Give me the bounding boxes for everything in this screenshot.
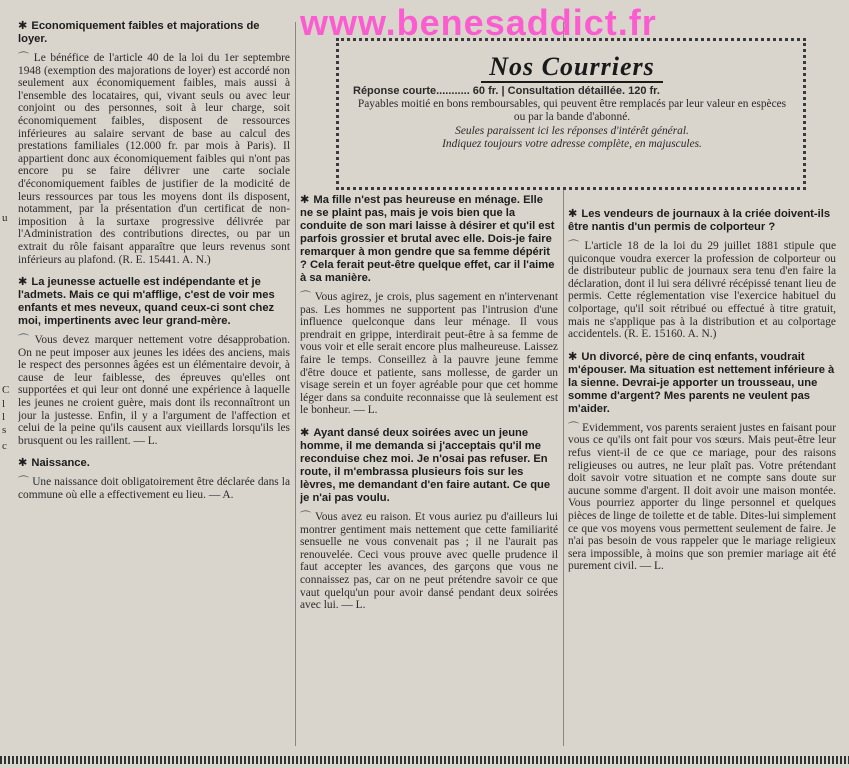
star-icon: ✱ xyxy=(18,20,28,32)
edge-mark: u xyxy=(2,212,8,224)
answer-text: ⌒ Vous avez eu raison. Et vous auriez pu d'ailleurs lui montrer gentiment mais nettement que cette familiarité sensuelle ne vous convenait pas ; il ne l'aurait pas renouvelée. Ceci vous prouve avec quelle prudence il faut accepter les avances, des garçons que vous ne connaissez pas, car on ne peut prétendre savoir ce que vaut quelqu'un pour avoir dansé pendant deux soirées avec lui. — L. xyxy=(300,510,558,612)
note-line: Seules paraissent ici les réponses d'intérêt général. xyxy=(455,124,689,137)
question-heading: ✱ Un divorcé, père de cinq enfants, voudrait m'épouser. Ma situation est nettement inférieure à la sienne. Devrai-je apporter un trousseau, une somme d'argent? Mes parents ne veulent pas m'aider. xyxy=(568,350,835,415)
question-heading: ✱ Les vendeurs de journaux à la criée doivent-ils être nantis d'un permis de colporteur ? xyxy=(568,208,831,233)
star-icon: ✱ xyxy=(18,457,28,470)
column-middle xyxy=(300,194,558,758)
star-icon: ✱ xyxy=(300,426,310,439)
question-heading: ✱ Economiquement faibles et majorations de loyer. xyxy=(18,20,260,45)
question-heading: ✱ La jeunesse actuelle est indépendante et je l'admets. Mais ce qui m'afflige, c'est de voir mes enfants et mes neveux, quand ceux-ci sont chez moi, impertinents avec leur grand-mère. xyxy=(18,276,275,328)
edge-mark: s xyxy=(2,424,7,436)
answer-text: ⌒ Une naissance doit obligatoirement être déclarée dans la commune où elle a effectivement eu lieu. — A. xyxy=(18,476,290,502)
note-line: Indiquez toujours votre adresse complète, en majuscules. xyxy=(442,137,702,150)
answer-text: ⌒ Le bénéfice de l'article 40 de la loi du 1er septembre 1948 (exemption des majorations de loyer) est accordé non seulement aux économiquement faibles, mais aussi à l'ensemble des locataires, qui, vivant seuls ou avec leur conjoint ou des personnes, soit à leur charge, soit économiquement faibles, disposent de ressources inférieures au salaire servant de base au calcul des prestations familiales (12.000 fr. par mois à Paris). Il appartient donc aux économiquement faibles qui n'ont pas encore pu se faire délivrer une carte sociale d'économiquement faibles de justifier de la modicité de leurs ressources par tous les moyens dont ils disposent, notamment, par la présentation d'un certificat de non-imposition à la surtaxe progressive délivrée par l'Administration des contributions directes, ou par un extrait du rôle faisant apparaître que leurs revenus sont inférieurs au plafond. (R. E. 15441. A. N.) xyxy=(18,52,290,266)
edge-mark: c xyxy=(2,440,7,452)
pilcrow-icon: ⌒ xyxy=(300,291,312,303)
column-divider xyxy=(295,22,296,746)
column-left xyxy=(18,20,290,758)
courrier-header-box xyxy=(336,38,806,190)
pilcrow-icon: ⌒ xyxy=(18,52,31,64)
edge-mark: l xyxy=(2,398,6,410)
bottom-dotted-rule xyxy=(0,756,849,764)
pilcrow-icon: ⌒ xyxy=(300,510,312,523)
pilcrow-icon: ⌒ xyxy=(18,476,30,489)
edge-mark: l xyxy=(2,411,6,423)
payment-line: Payables moitié en bons remboursables, qui peuvent être remplacés par leur valeur en espèces ou par la bande d'abonné. xyxy=(357,98,787,124)
answer-text: ⌒ Vous agirez, je crois, plus sagement en n'intervenant pas. Les hommes ne supportent pas l'intrusion d'une influence quelconque dans leur ménage. Il vous prendrait en grippe, interdirait peut-être à sa femme de vous voir et elle serait encore plus malheureuse. Laissez faire le temps. Conseillez à la pauvre jeune femme d'être douce et patiente, sans mollesse, de garder un visage serein et un foyer agréable pour que cet homme léger dans sa conduite reconnaisse que là seulement est le bonheur. — L. xyxy=(300,291,558,417)
answer-text: ⌒ Evidemment, vos parents seraient justes en faisant pour vous ce qu'ils ont fait pour vos sœurs. Mais peut-être leur refus vient-il de ce que ce mariage, pour des raisons religieuses ou autres, ne leur plaît pas. Votre prétendant doit savoir votre situation et ne compte sans doute sur aucune somme d'argent. Il doit avoir une maison montée. Vous pourriez apporter du linge personnel et quelques pièces de linge de toilette et de table. Dites-lui simplement ce que vos moyens vous permettent seulement de faire. Je n'ai pas besoin de vous rappeler que le mariage religieux sera impossible, à moins que son premier mariage ait été purement civil. — L. xyxy=(568,421,836,573)
rates-line: Réponse courte........... 60 fr. | Consultation détaillée. 120 fr. xyxy=(353,85,660,97)
question-heading: ✱ Naissance. xyxy=(18,457,90,470)
question-heading: ✱ Ayant dansé deux soirées avec un jeune homme, il me demanda si j'acceptais qu'il me reconduise chez moi. Je n'osai pas refuser. En route, il m'embrassa plusieurs fois sur les lèvres, me demandant d'en faire autant. Ce que je n'ai pas voulu. xyxy=(300,426,551,504)
star-icon: ✱ xyxy=(18,276,28,289)
column-right xyxy=(568,208,836,758)
star-icon: ✱ xyxy=(568,208,578,220)
section-title: Nos Courriers xyxy=(353,53,791,81)
edge-mark: C xyxy=(2,384,10,396)
star-icon: ✱ xyxy=(568,350,578,363)
pilcrow-icon: ⌒ xyxy=(18,334,32,347)
star-icon: ✱ xyxy=(300,194,310,206)
pilcrow-icon: ⌒ xyxy=(568,421,580,434)
answer-text: ⌒ Vous devez marquer nettement votre désapprobation. On ne peut imposer aux jeunes les idées des anciens, mais le respect des personnes âgées est un élémentaire devoir, à cause de leur faiblesse, des épreuves qu'elles ont supportées et qui leur ont donné une expérience à laquelle les jeunes ne croient guère, mais dont ils reconnaîtront un jour la justesse. Enfin, il y a l'argument de l'affection et celui de la peine qu'ils causent aux vieillards lorsqu'ils les brusquent ou les raillent. — L. xyxy=(18,334,290,447)
answer-text: ⌒ L'article 18 de la loi du 29 juillet 1881 stipule que quiconque voudra exercer la profession de colporteur ou de distributeur public de journaux sera tenu d'en faire la déclaration, dont il lui sera délivré récépissé tenant lieu de permis. Cette réglementation vise l'exercice habituel du colportage, qu'il soit rétribué ou effectué à titre gratuit, mais ne s'applique pas à la distribution et au colportage accidentels. (R. E. 15160. A. N.) xyxy=(568,240,836,341)
pilcrow-icon: ⌒ xyxy=(568,240,582,252)
watermark-text: www.benesaddict.fr xyxy=(300,2,657,43)
question-heading: ✱ Ma fille n'est pas heureuse en ménage. Elle ne se plaint pas, mais je vois bien que la conduite de son mari laisse à désirer et qu'il est parfois grossier et brutal avec elle. Dois-je faire remarquer à mon gendre que sa femme dépérit ? Cela ferait peut-être quelque effet, car il l'aime à sa manière. xyxy=(300,194,555,284)
